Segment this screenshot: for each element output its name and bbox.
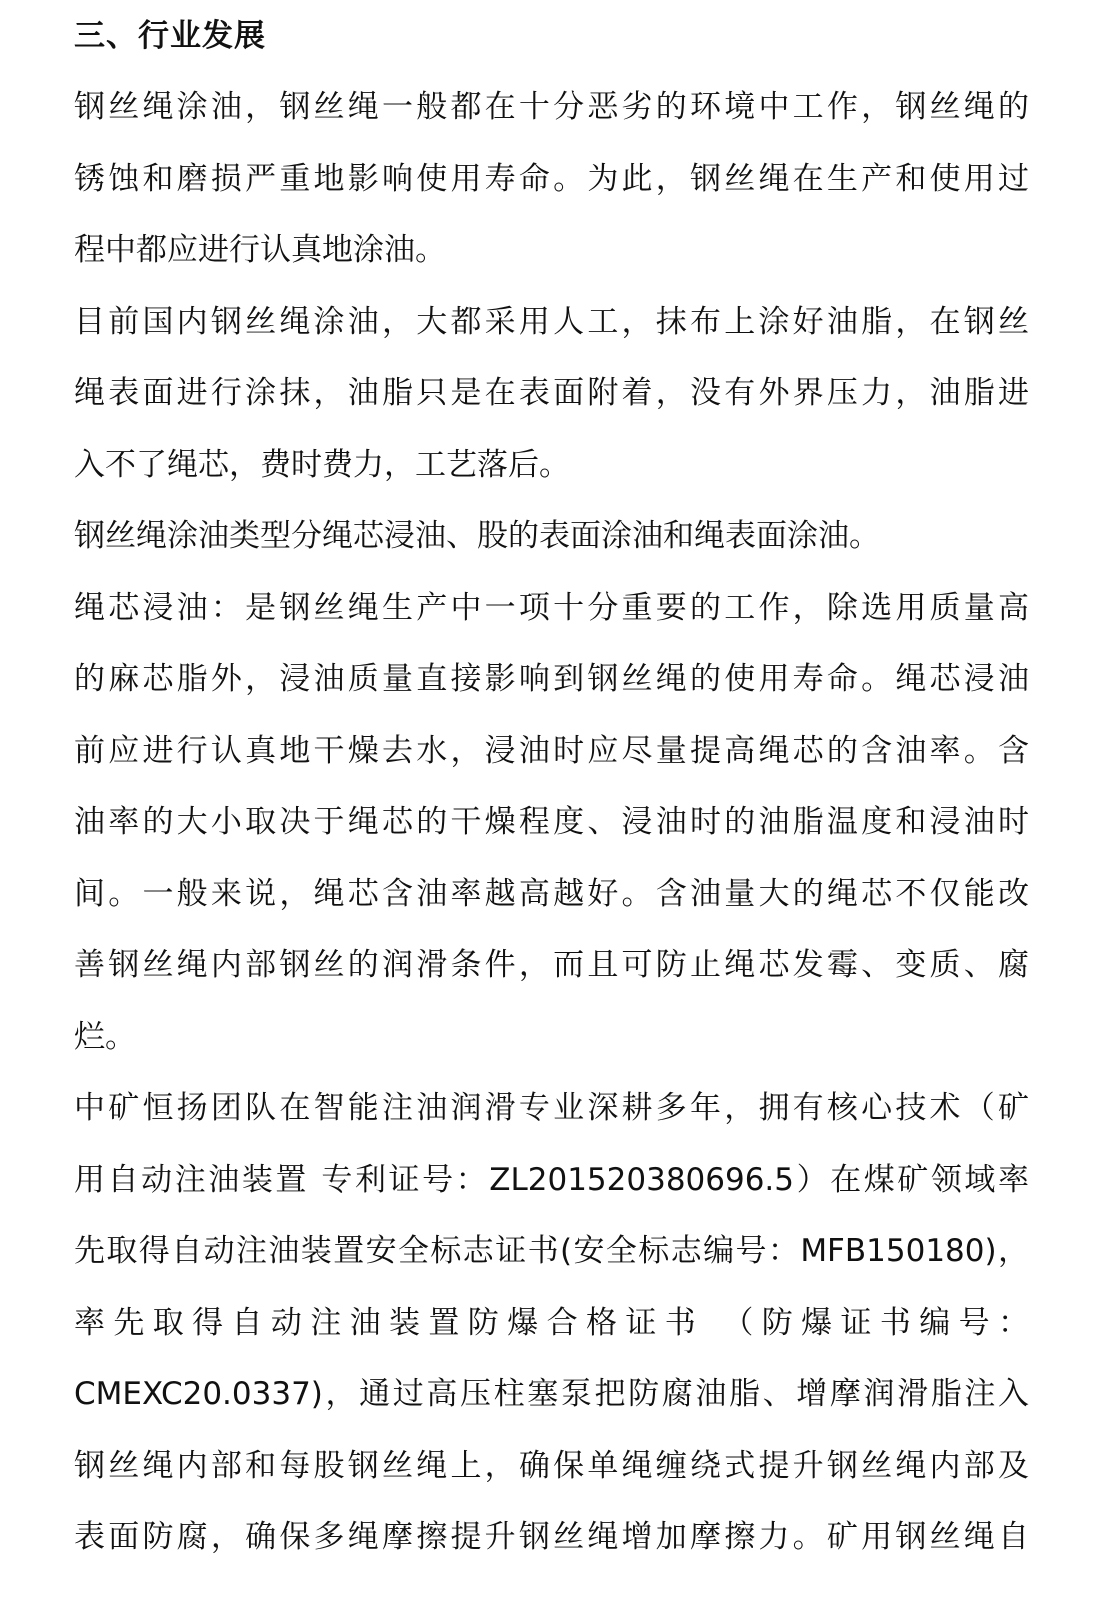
text-line: 绳表面进行涂抹，油脂只是在表面附着，没有外界压力，油脂进 — [74, 375, 1029, 411]
text-line: 入不了绳芯，费时费力，工艺落后。 — [74, 446, 570, 483]
text-line: 中矿恒扬团队在智能注油润滑专业深耕多年，拥有核心技术（矿 — [74, 1090, 1029, 1126]
document-page — [74, 0, 1029, 1574]
text-line: 油率的大小取决于绳芯的干燥程度、浸油时的油脂温度和浸油时 — [74, 804, 1029, 840]
text-line: 间。一般来说，绳芯含油率越高越好。含油量大的绳芯不仅能改 — [74, 875, 1029, 912]
text-line: 率先取得自动注油装置防爆合格证书 （防爆证书编号： — [74, 1304, 1029, 1341]
text-line: 目前国内钢丝绳涂油，大都采用人工，抹布上涂好油脂，在钢丝 — [74, 303, 1029, 340]
text-line: 表面防腐，确保多绳摩擦提升钢丝绳增加摩擦力。矿用钢丝绳自 — [74, 1519, 1029, 1555]
text-line: 的麻芯脂外，浸油质量直接影响到钢丝绳的使用寿命。绳芯浸油 — [74, 661, 1029, 697]
text-line: 善钢丝绳内部钢丝的润滑条件，而且可防止绳芯发霉、变质、腐 — [74, 947, 1029, 983]
text-line: 烂。 — [74, 1018, 136, 1055]
text-line: 钢丝绳涂油，钢丝绳一般都在十分恶劣的环境中工作，钢丝绳的 — [74, 89, 1029, 125]
text-line: 程中都应进行认真地涂油。 — [74, 232, 446, 268]
section-heading: 三、行业发展 — [74, 18, 266, 54]
body-text — [74, 72, 1029, 1574]
text-line: 前应进行认真地干燥去水，浸油时应尽量提高绳芯的含油率。含 — [74, 732, 1029, 769]
text-line: 钢丝绳涂油类型分绳芯浸油、股的表面涂油和绳表面涂油。 — [74, 518, 880, 554]
text-line: 用自动注油装置 专利证号：ZL201520380696.5）在煤矿领域率 — [74, 1161, 1029, 1198]
text-line: 锈蚀和磨损严重地影响使用寿命。为此，钢丝绳在生产和使用过 — [74, 160, 1029, 197]
text-line: 先取得自动注油装置安全标志证书(安全标志编号：MFB150180)， — [74, 1233, 1029, 1269]
text-line: 绳芯浸油：是钢丝绳生产中一项十分重要的工作，除选用质量高 — [74, 589, 1029, 626]
text-line: CMEXC20.0337)，通过高压柱塞泵把防腐油脂、增摩润滑脂注入 — [74, 1376, 1029, 1412]
text-line: 钢丝绳内部和每股钢丝绳上，确保单绳缠绕式提升钢丝绳内部及 — [74, 1447, 1029, 1484]
